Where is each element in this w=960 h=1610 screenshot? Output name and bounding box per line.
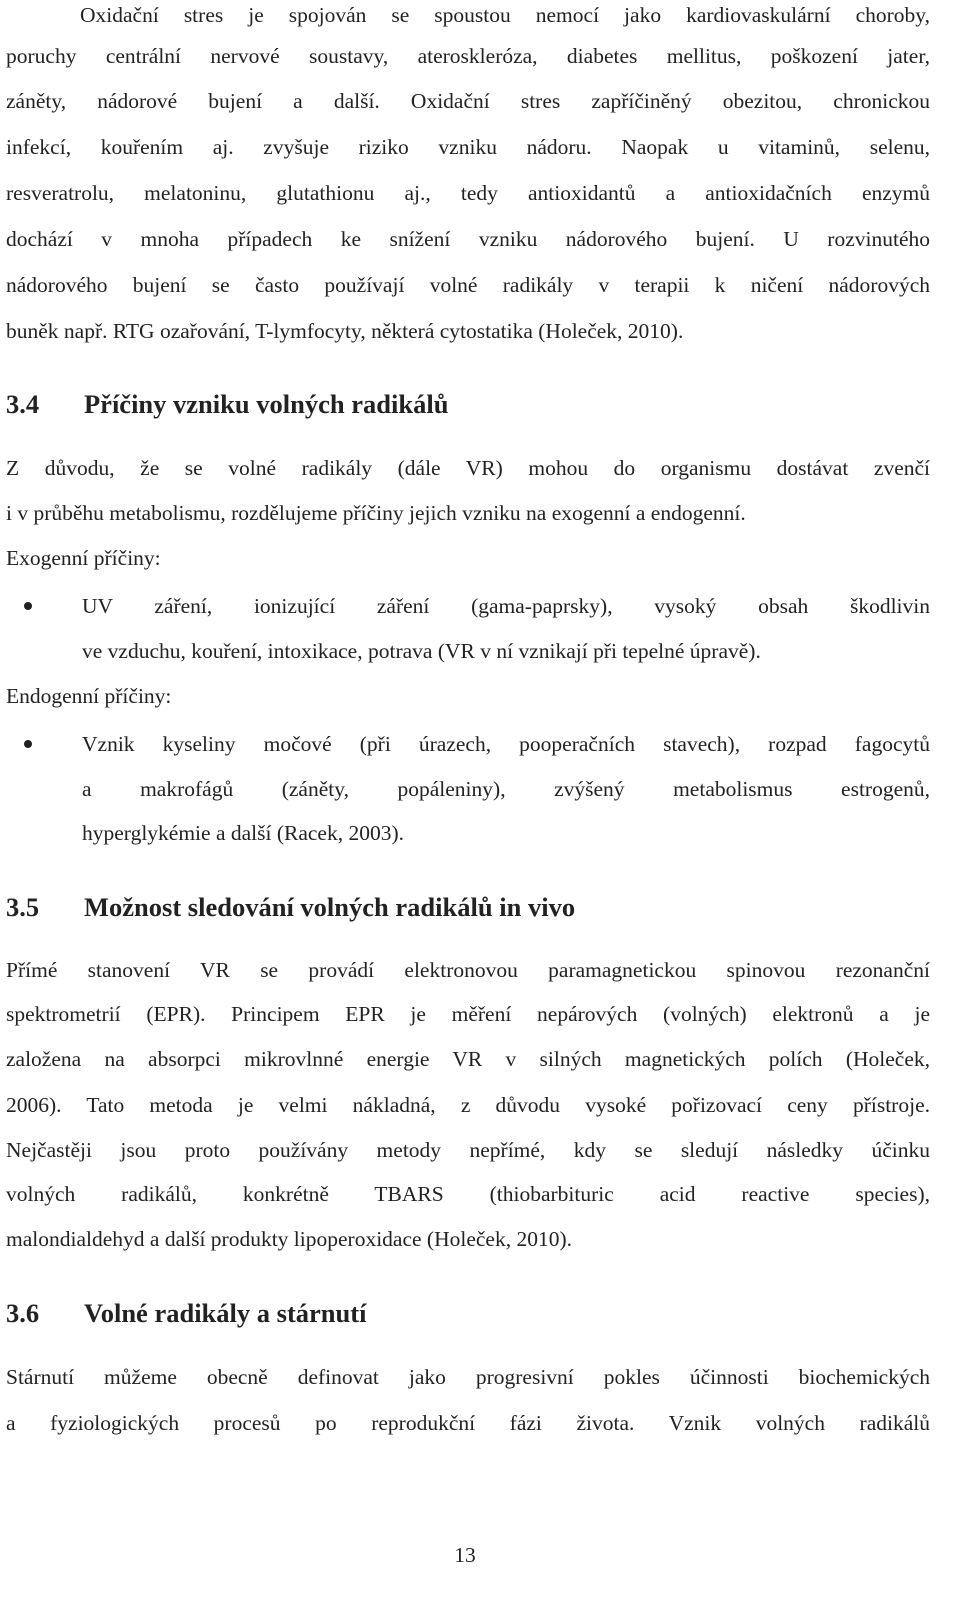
- paragraph-line: Stárnutí můžeme obecně definovat jako progresivní pokles účinnosti biochemických: [6, 1365, 930, 1389]
- list-item-line: a makrofágů (záněty, popáleniny), zvýšený metabolismus estrogenů,: [82, 777, 930, 801]
- paragraph-line: záněty, nádorové bujení a další. Oxidační stres zapříčiněný obezitou, chronickou: [6, 89, 930, 113]
- paragraph-line: Nejčastěji jsou proto používány metody nepřímé, kdy se sledují následky účinku: [6, 1138, 930, 1162]
- paragraph-line: malondialdehyd a další produkty lipoperoxidace (Holeček, 2010).: [6, 1227, 573, 1251]
- paragraph-line: založena na absorpci mikrovlnné energie VR v silných magnetických polích (Holeček,: [6, 1047, 930, 1071]
- endogenous-label: Endogenní příčiny:: [6, 684, 172, 708]
- paragraph-line: buněk např. RTG ozařování, T-lymfocyty, některá cytostatika (Holeček, 2010).: [6, 319, 684, 343]
- section-heading-3-5: [6, 890, 575, 924]
- section-number: 3.4: [6, 389, 40, 419]
- section-number: 3.5: [6, 892, 40, 922]
- paragraph-line: dochází v mnoha případech ke snížení vzniku nádorového bujení. U rozvinutého: [6, 227, 930, 251]
- paragraph-line: 2006). Tato metoda je velmi nákladná, z důvodu vysoké pořizovací ceny přístroje.: [6, 1093, 930, 1117]
- list-item-line: hyperglykémie a další (Racek, 2003).: [82, 821, 405, 845]
- list-item-line: UV záření, ionizující záření (gama-paprsky), vysoký obsah škodlivin: [82, 594, 930, 618]
- exogenous-label: Exogenní příčiny:: [6, 546, 161, 570]
- paragraph-line: spektrometrií (EPR). Principem EPR je měření nepárových (volných) elektronů a je: [6, 1002, 930, 1026]
- bullet-icon: [24, 740, 32, 748]
- paragraph-line: Oxidační stres je spojován se spoustou nemocí jako kardiovaskulární choroby,: [80, 3, 930, 27]
- section-heading-3-4: [6, 387, 448, 421]
- list-item-line: Vznik kyseliny močové (při úrazech, pooperačních stavech), rozpad fagocytů: [82, 732, 930, 756]
- bullet-icon: [24, 602, 32, 610]
- paragraph-line: poruchy centrální nervové soustavy, ateroskleróza, diabetes mellitus, poškození jater,: [6, 44, 930, 68]
- paragraph-line: a fyziologických procesů po reprodukční fázi života. Vznik volných radikálů: [6, 1411, 930, 1435]
- page-number: 13: [454, 1543, 476, 1567]
- paragraph-line: infekcí, kouřením aj. zvyšuje riziko vzniku nádoru. Naopak u vitaminů, selenu,: [6, 135, 930, 159]
- paragraph-line: volných radikálů, konkrétně TBARS (thiobarbituric acid reactive species),: [6, 1182, 930, 1206]
- paragraph-line: Přímé stanovení VR se provádí elektronovou paramagnetickou spinovou rezonanční: [6, 958, 930, 982]
- paragraph-line: Z důvodu, že se volné radikály (dále VR) mohou do organismu dostávat zvenčí: [6, 456, 930, 480]
- section-title: Možnost sledování volných radikálů in vivo: [84, 892, 576, 922]
- list-item-line: ve vzduchu, kouření, intoxikace, potrava (VR v ní vznikají při tepelné úpravě).: [82, 639, 761, 663]
- section-number: 3.6: [6, 1298, 40, 1328]
- section-title: Příčiny vzniku volných radikálů: [84, 389, 449, 419]
- paragraph-line: nádorového bujení se často používají volné radikály v terapii k ničení nádorových: [6, 273, 930, 297]
- section-heading-3-6: [6, 1296, 366, 1330]
- section-title: Volné radikály a stárnutí: [84, 1298, 367, 1328]
- paragraph-line: resveratrolu, melatoninu, glutathionu aj., tedy antioxidantů a antioxidačních enzymů: [6, 181, 930, 205]
- paragraph-line: i v průběhu metabolismu, rozdělujeme příčiny jejich vzniku na exogenní a endogenní.: [6, 501, 746, 525]
